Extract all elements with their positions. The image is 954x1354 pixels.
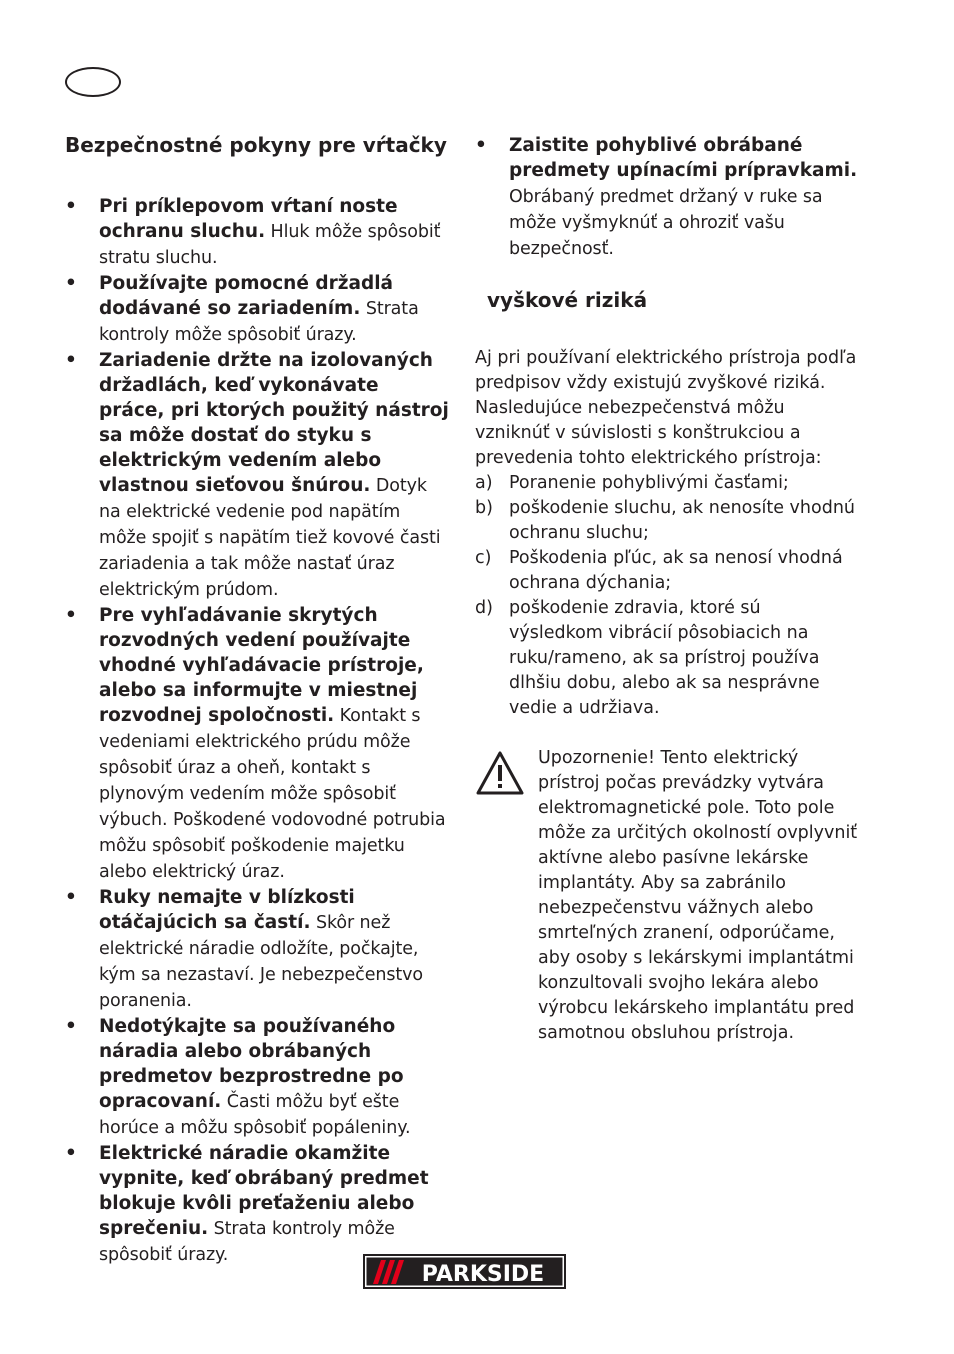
list-item: • Nedotýkajte sa používaného náradia alebo obrábaných predmetov bezprostredne po opracovaní. Časti môžu byť ešte horúce a môžu spôsobiť popáleniny. bbox=[65, 1016, 411, 1138]
list-item: d) poškodenie zdravia, ktoré sú výsledkom vibrácií pôsobiacich na ruku/rameno, ak sa prístroj používa dlhšiu dobu, alebo ak sa nesprávne vedie a udržiava. bbox=[475, 598, 820, 718]
list-item: • Používajte pomocné držadlá dodávané so zariadením. Strata kontroly môže spôsobiť úrazy. bbox=[65, 273, 419, 345]
svg-text:PARKSIDE: PARKSIDE bbox=[421, 1262, 545, 1287]
drill-safety-list bbox=[65, 194, 450, 1268]
workpiece-safety-list bbox=[475, 133, 860, 262]
left-column bbox=[65, 133, 450, 1268]
section-title-residual-risks: vyškové riziká bbox=[487, 288, 648, 312]
list-item: • Zariadenie držte na izolovaných držadlách, keď vykonávate práce, pri ktorých použitý nástroj sa môže dostať do styku s elektrickým vedením alebo vlastnou sieťovou šnúrou. Dotyk na elektrické vedenie pod napätím môže spojiť s napätím tiež kovové časti zariadenia a tak môže nastať úraz elektrickým prúdom. bbox=[65, 350, 449, 600]
warning-note bbox=[475, 746, 860, 1046]
section-title-drills: Bezpečnostné pokyny pre vŕtačky bbox=[65, 133, 447, 157]
warning-text: Upozornenie! Tento elektrický prístroj počas prevádzky vytvára elektromagnetické pole. Toto pole môže za určitých okolností ovplyvniť aktívne alebo pasívne lekárske implantáty. Aby sa zabránilo nebezpečenstvu vážnych alebo smrteľných zranení, odporúčame, aby osoby s lekárskymi implantátmi konzultovali svojho lekára alebo výrobcu lekárskeho implantátu pred samotnou obsluhou prístroja. bbox=[538, 748, 858, 1043]
list-item: c) Poškodenia pľúc, ak sa nenosí vhodná ochrana dýchania; bbox=[475, 548, 843, 593]
list-item: • Ruky nemajte v blízkosti otáčajúcich sa častí. Skôr než elektrické náradie odložíte, počkajte, kým sa nezastaví. Je nebezpečenstvo poranenia. bbox=[65, 887, 424, 1011]
parkside-logo bbox=[363, 1254, 566, 1289]
list-item: b) poškodenie sluchu, ak nenosíte vhodnú ochranu sluchu; bbox=[475, 498, 856, 543]
right-column bbox=[475, 133, 860, 1046]
list-item: • Elektrické náradie okamžite vypnite, keď obrábaný predmet blokuje kvôli preťaženiu alebo sprečeniu. Strata kontroly môže spôsobiť úrazy. bbox=[65, 1143, 429, 1265]
language-badge bbox=[65, 67, 121, 97]
list-item: • Pre vyhľadávanie skrytých rozvodných vedení používajte vhodné vyhľadávacie prístroje, alebo sa informujte v miestnej rozvodnej spoločnosti. Kontakt s vedeniami elektrického prúdu môže spôsobiť úraz a oheň, kontakt s plynovým vedením môže spôsobiť výbuch. Poškodené vodovodné potrubia môžu spôsobiť poškodenie majetku alebo elektrický úraz. bbox=[65, 605, 446, 882]
list-item: • Pri príklepovom vŕtaní noste ochranu sluchu. Hluk môže spôsobiť stratu sluchu. bbox=[65, 196, 441, 268]
list-item: a) Poranenie pohyblivými časťami; bbox=[475, 473, 789, 493]
list-item: • Zaistite pohyblivé obrábané predmety upínacími prípravkami. Obrábaný predmet držaný v ruke sa môže vyšmyknúť a ohroziť vašu bezpečnosť. bbox=[475, 135, 858, 259]
warning-triangle-icon bbox=[475, 750, 525, 796]
residual-risks-list bbox=[475, 471, 860, 721]
residual-risks-intro: Aj pri používaní elektrického prístroja podľa predpisov vždy existujú zvyškové riziká. Nasledujúce nebezpečenstvá môžu vzniknúť v súvislosti s konštrukciou a prevedenia tohto elektrického prístroja: bbox=[475, 348, 857, 468]
